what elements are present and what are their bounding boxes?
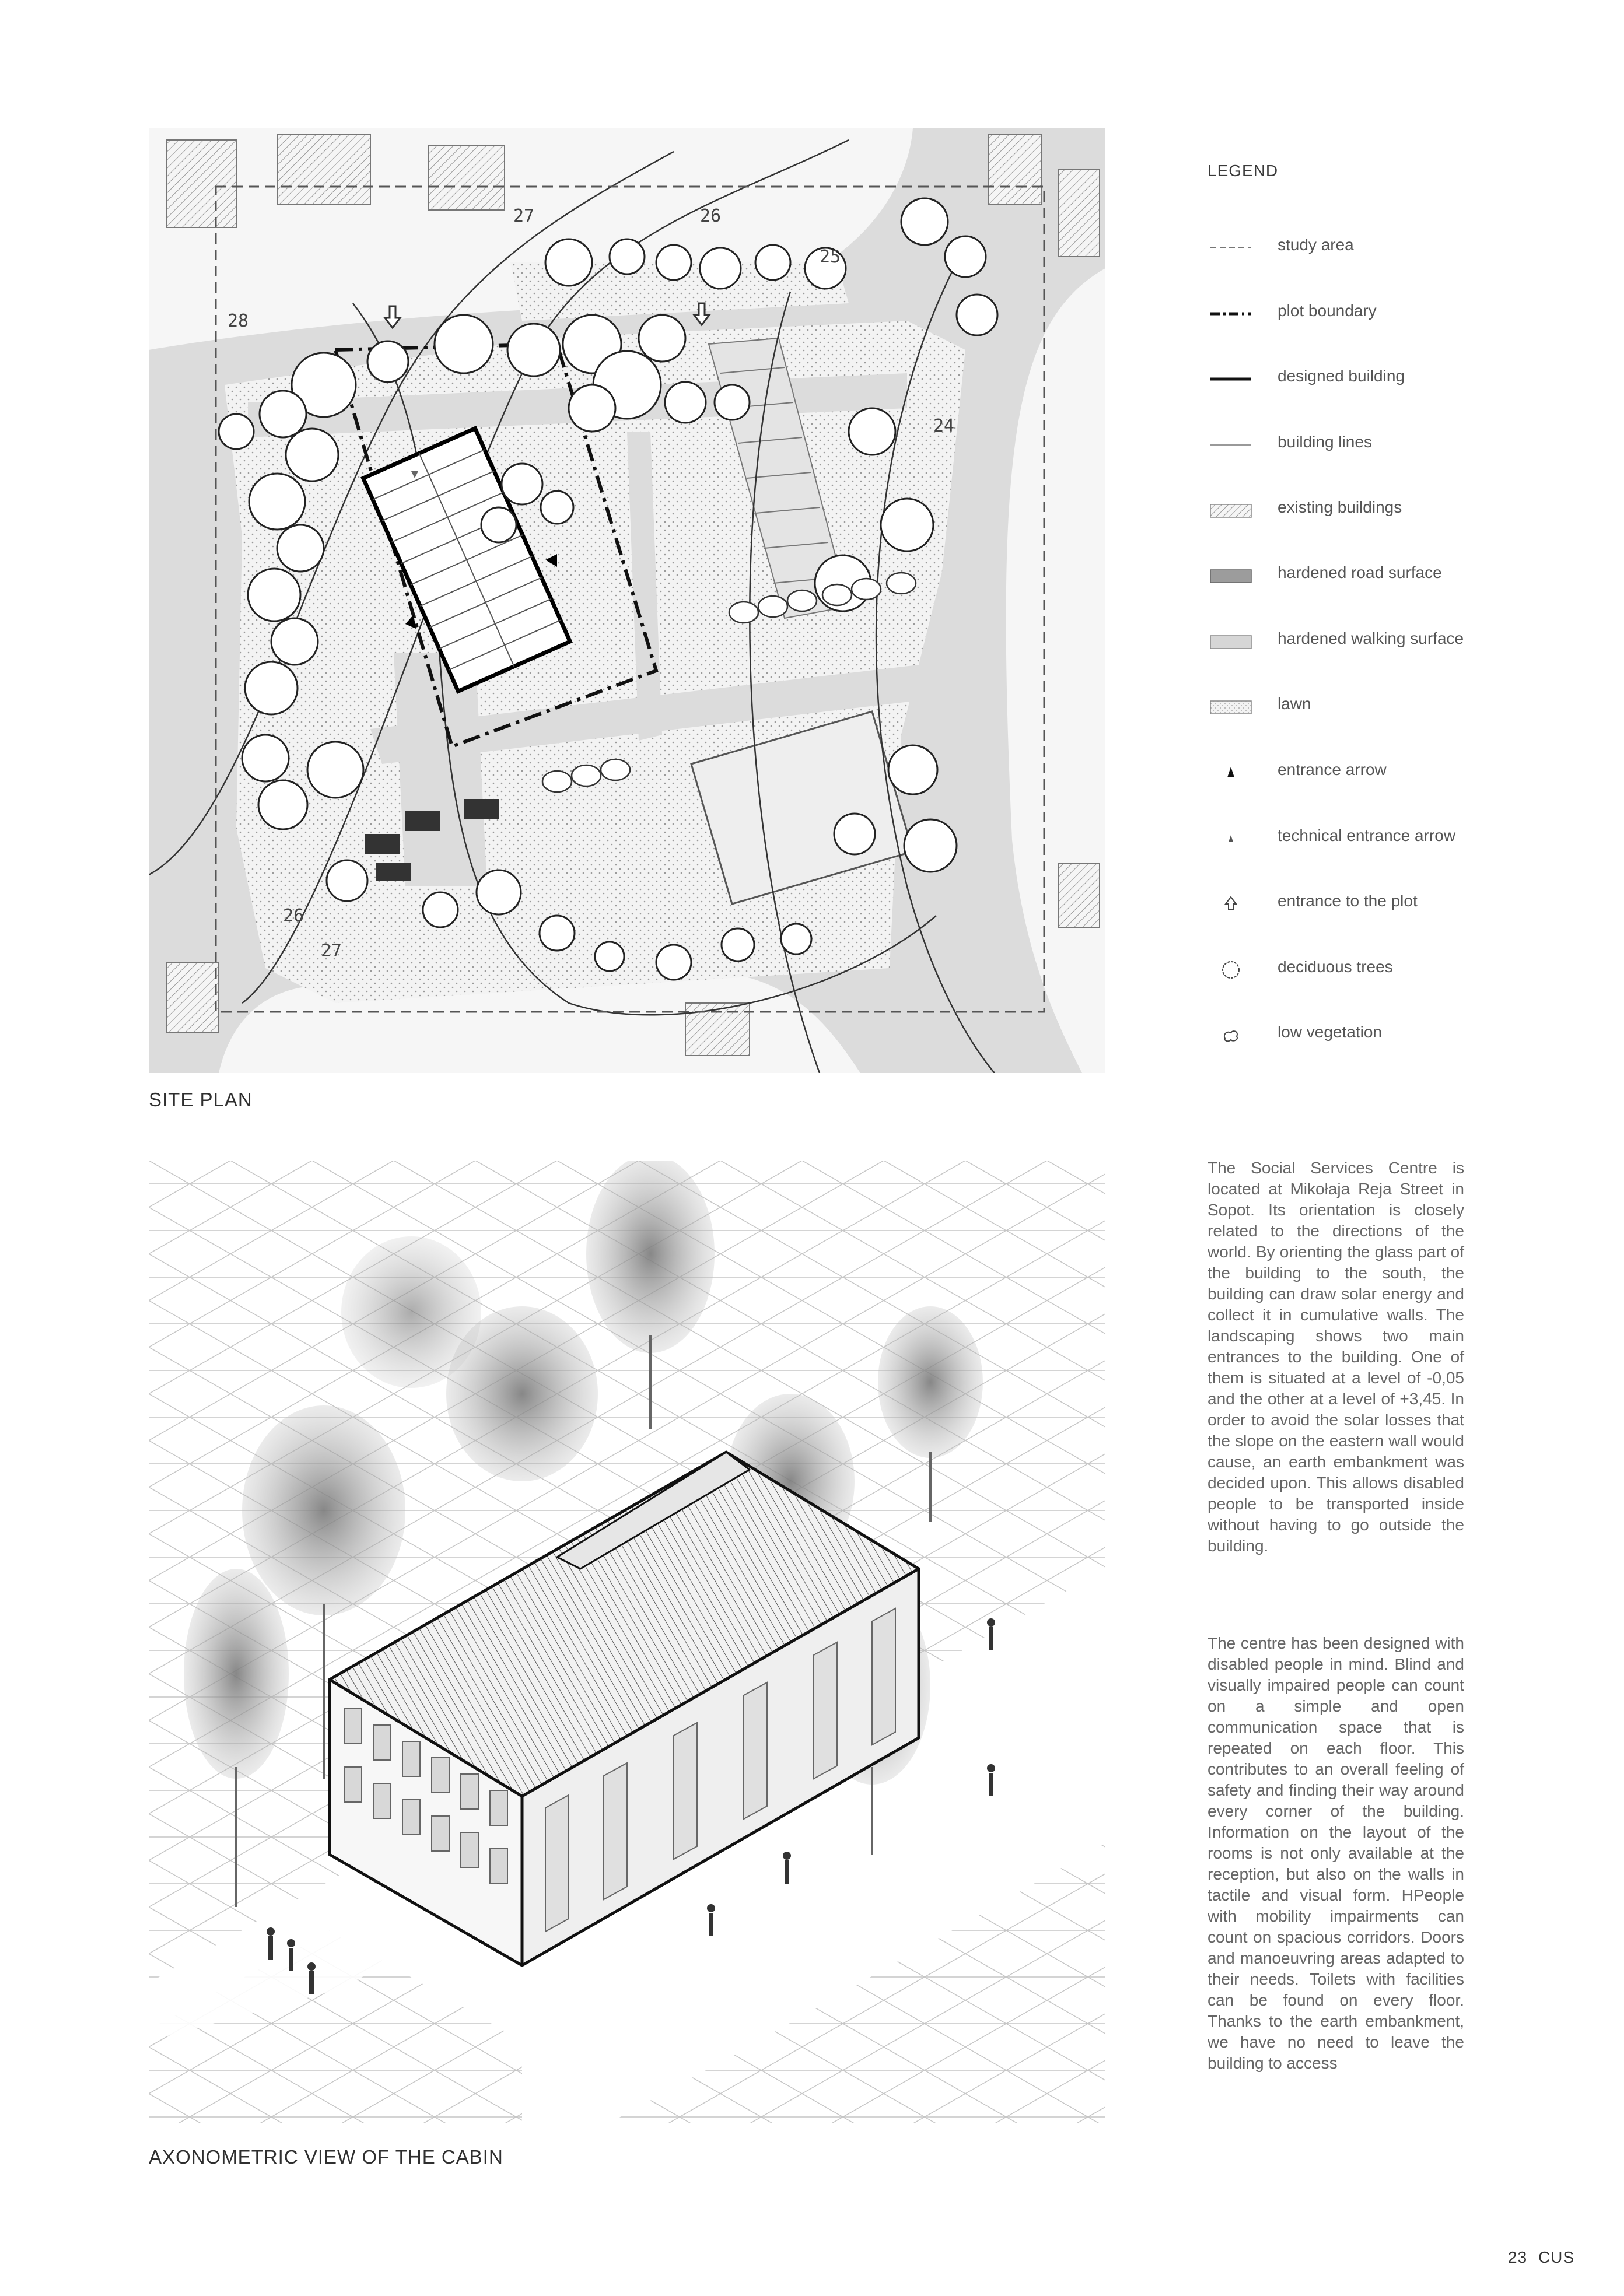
- dashed-line-icon: [1208, 236, 1254, 265]
- legend-label: study area: [1278, 236, 1354, 254]
- up-arrow-icon: [1208, 892, 1254, 921]
- contour-label: 26: [283, 906, 304, 926]
- page-footer: [1508, 2248, 1574, 2267]
- light-rect-icon: [1208, 630, 1254, 659]
- legend-item-walking-surface: [1208, 630, 1558, 671]
- legend-title: LEGEND: [1208, 162, 1279, 180]
- legend-label: entrance arrow: [1278, 760, 1387, 779]
- hatched-rect-icon: [1208, 499, 1254, 528]
- legend-label: technical entrance arrow: [1278, 826, 1456, 844]
- site-plan: [149, 128, 1105, 1073]
- shrub-icon: [1208, 1023, 1254, 1053]
- legend-item-designed-building: [1208, 367, 1558, 408]
- legend-item-deciduous-trees: [1208, 958, 1558, 999]
- legend-item-entrance-plot: [1208, 892, 1558, 933]
- dark-rect-icon: [1208, 564, 1254, 593]
- legend-label: plot boundary: [1278, 302, 1377, 320]
- contour-label: 27: [513, 206, 535, 226]
- legend-label: hardened road surface: [1278, 563, 1442, 581]
- contour-label: 28: [228, 311, 249, 331]
- legend-label: designed building: [1278, 367, 1405, 385]
- legend-label: deciduous trees: [1278, 958, 1393, 976]
- description-paragraph-1: The Social Services Centre is located at Mikołaja Reja Street in Sopot. Its orientation is closely related to the directions of the world. By orienting the glass part of the building to the south, the building can draw solar energy and collect it in cumulative walls. The landscaping shows two main entrances to the building. One of them is situated at a level of -0,05 and the other at a level of +3,45. In order to avoid the solar losses that the slope on the eastern wall would cause, an earth embankment was decided upon. This allows disabled people to be transported inside without having to go outside the building.: [1208, 1159, 1464, 1555]
- axonometric-caption: AXONOMETRIC VIEW OF THE CABIN: [149, 2146, 503, 2168]
- legend-item-plot-boundary: [1208, 302, 1558, 343]
- thin-line-icon: [1208, 433, 1254, 462]
- contour-label: 27: [321, 941, 342, 961]
- triangle-icon: [1208, 761, 1254, 790]
- dash-dot-line-icon: [1208, 302, 1254, 331]
- legend-label: existing buildings: [1278, 498, 1402, 516]
- legend-item-technical-entrance: [1208, 827, 1558, 868]
- legend-item-entrance-arrow: [1208, 761, 1558, 802]
- axonometric-view: [149, 1161, 1105, 2123]
- description-paragraph-2: The centre has been designed with disabled people in mind. Blind and visually impaired people can count on a simple and open communication space that is repeated on each floor. This contributes to an overall feeling of safety and finding their way around every corner of the building. Information on the layout of the rooms is not only available at the reception, but also on the walls in tactile and visual form. HPeople with mobility impairments can count on spacious corridors. Doors and manoeuvring areas adapted to their needs. Toilets with facilities can be found on every floor. Thanks to the earth embankment, we have no need to leave the building to access: [1208, 1634, 1464, 2072]
- page-number: 23: [1508, 2248, 1528, 2266]
- small-triangle-icon: [1208, 827, 1254, 856]
- legend-label: low vegetation: [1278, 1023, 1382, 1041]
- legend-label: hardened walking surface: [1278, 629, 1464, 647]
- legend-item-study-area: [1208, 236, 1558, 277]
- legend-label: building lines: [1278, 433, 1372, 451]
- legend-item-low-vegetation: [1208, 1023, 1558, 1064]
- tree-icon: [1208, 958, 1254, 987]
- site-plan-caption: SITE PLAN: [149, 1089, 253, 1110]
- page-label: CUS: [1538, 2248, 1575, 2266]
- legend-item-existing-buildings: [1208, 499, 1558, 539]
- contour-label: 26: [700, 206, 722, 226]
- contour-label: 24: [933, 416, 955, 436]
- contour-label: 25: [820, 247, 841, 267]
- thick-line-icon: [1208, 367, 1254, 397]
- legend-item-building-lines: [1208, 433, 1558, 474]
- legend-item-lawn: [1208, 695, 1558, 736]
- legend-item-road-surface: [1208, 564, 1558, 605]
- legend-label: entrance to the plot: [1278, 892, 1418, 910]
- legend-label: lawn: [1278, 695, 1311, 713]
- dotted-rect-icon: [1208, 695, 1254, 724]
